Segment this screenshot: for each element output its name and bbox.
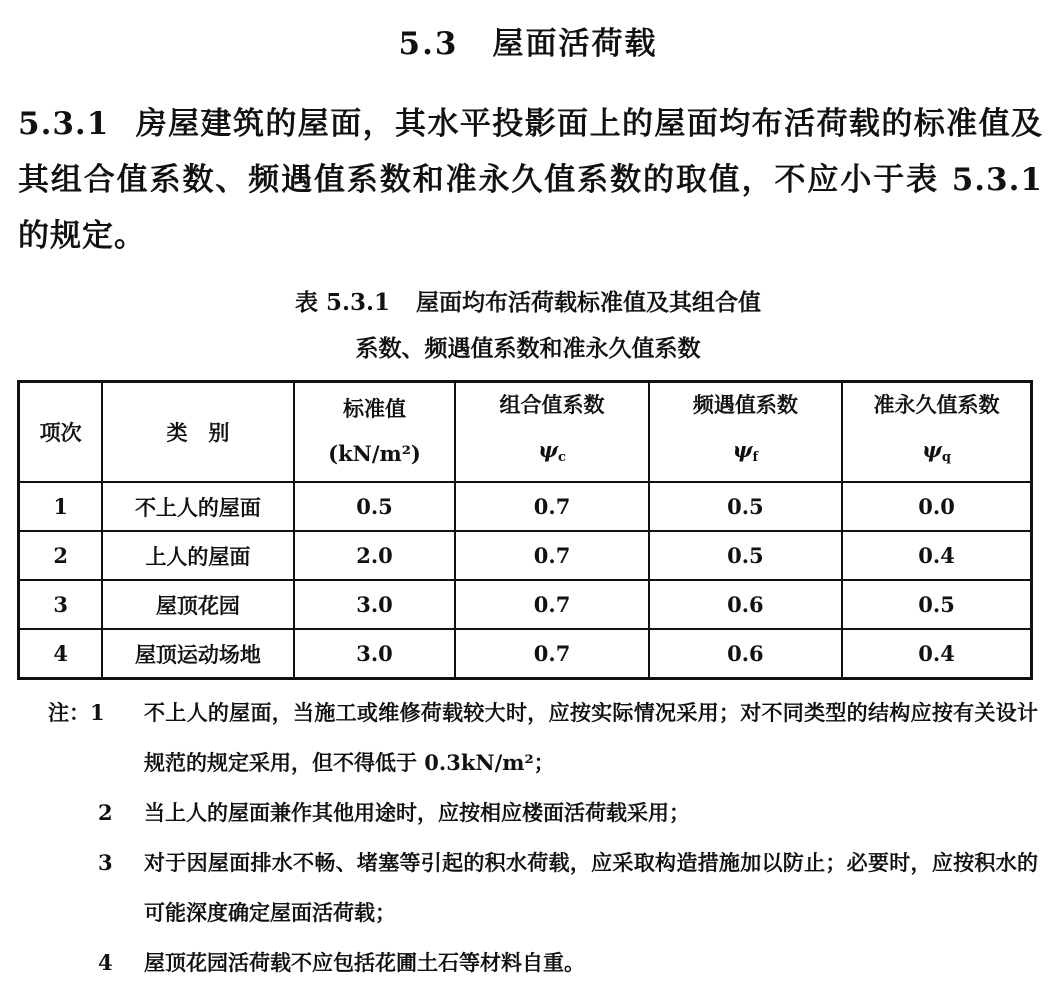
note-text: 当上人的屋面兼作其他用途时，应按相应楼面活荷载采用；	[144, 800, 690, 825]
note-number: 4	[98, 950, 113, 975]
cell-combination: 0.7	[455, 629, 648, 679]
header-quasi-symbol: $\psi_q$	[922, 437, 951, 465]
header-combination-factor	[455, 382, 648, 483]
table-notes	[48, 688, 1038, 988]
header-quasi-permanent-factor	[842, 382, 1031, 483]
header-standard-unit: (kN/m²)	[328, 441, 421, 466]
section-title: 屋面活荷载	[492, 26, 658, 62]
section-number: 5.3	[398, 26, 459, 62]
cell-quasi: 0.4	[842, 531, 1031, 580]
cell-combination: 0.7	[455, 531, 648, 580]
section-heading	[0, 18, 1056, 63]
note-item	[48, 838, 1038, 938]
header-combination-symbol: $\psi_c$	[538, 437, 566, 465]
clause-paragraph	[18, 96, 1043, 264]
table-row	[19, 531, 1032, 580]
header-frequent-factor	[649, 382, 842, 483]
table-number: 表 5.3.1	[294, 289, 391, 316]
cell-frequent: 0.6	[649, 580, 842, 629]
header-frequent-symbol: $\psi_f$	[732, 437, 759, 465]
table-caption-line-1	[0, 280, 1056, 326]
cell-category: 屋顶花园	[102, 580, 293, 629]
cell-standard: 3.0	[294, 580, 456, 629]
header-category: 类 别	[102, 382, 293, 483]
header-item: 项次	[19, 382, 103, 483]
table-caption	[0, 280, 1056, 372]
cell-category: 不上人的屋面	[102, 482, 293, 531]
cell-quasi: 0.5	[842, 580, 1031, 629]
cell-standard: 0.5	[294, 482, 456, 531]
cell-quasi: 0.4	[842, 629, 1031, 679]
cell-item: 3	[19, 580, 103, 629]
cell-quasi: 0.0	[842, 482, 1031, 531]
cell-frequent: 0.6	[649, 629, 842, 679]
cell-standard: 2.0	[294, 531, 456, 580]
table-caption-line-2: 系数、频遇值系数和准永久值系数	[355, 335, 701, 362]
cell-item: 4	[19, 629, 103, 679]
cell-item: 1	[19, 482, 103, 531]
cell-category: 屋顶运动场地	[102, 629, 293, 679]
header-standard-value	[294, 382, 456, 483]
clause-text: 房屋建筑的屋面，其水平投影面上的屋面均布活荷载的标准值及其组合值系数、频遇值系数和准永久值系数的取值，不应小于表 5.3.1 的规定。	[18, 106, 1043, 254]
cell-combination: 0.7	[455, 580, 648, 629]
note-text: 对于因屋面排水不畅、堵塞等引起的积水荷载，应采取构造措施加以防止；必要时，应按积水的可能深度确定屋面活荷载；	[144, 850, 1038, 925]
header-combination-label: 组合值系数	[499, 392, 605, 417]
note-item	[48, 688, 1038, 788]
roof-live-load-table	[17, 380, 1033, 680]
cell-item: 2	[19, 531, 103, 580]
table-row	[19, 629, 1032, 679]
header-standard-label: 标准值	[343, 396, 406, 421]
cell-standard: 3.0	[294, 629, 456, 679]
table-header-row	[19, 382, 1032, 483]
note-text: 不上人的屋面，当施工或维修荷载较大时，应按实际情况采用；对不同类型的结构应按有关设计规范的规定采用，但不得低于 0.3kN/m²；	[144, 700, 1038, 775]
note-number: 2	[98, 800, 113, 825]
cell-combination: 0.7	[455, 482, 648, 531]
clause-number: 5.3.1	[18, 106, 110, 142]
cell-frequent: 0.5	[649, 482, 842, 531]
header-quasi-label: 准永久值系数	[873, 392, 1000, 417]
table-caption-title: 屋面均布活荷载标准值及其组合值	[416, 289, 762, 316]
cell-frequent: 0.5	[649, 531, 842, 580]
note-text: 屋顶花园活荷载不应包括花圃土石等材料自重。	[144, 950, 585, 975]
cell-category: 上人的屋面	[102, 531, 293, 580]
note-item	[48, 788, 1038, 838]
note-number: 3	[98, 850, 113, 875]
table-row	[19, 580, 1032, 629]
notes-label: 注：	[48, 700, 90, 725]
note-number: 1	[90, 700, 105, 725]
note-item	[48, 938, 1038, 988]
header-frequent-label: 频遇值系数	[692, 392, 798, 417]
table-row	[19, 482, 1032, 531]
